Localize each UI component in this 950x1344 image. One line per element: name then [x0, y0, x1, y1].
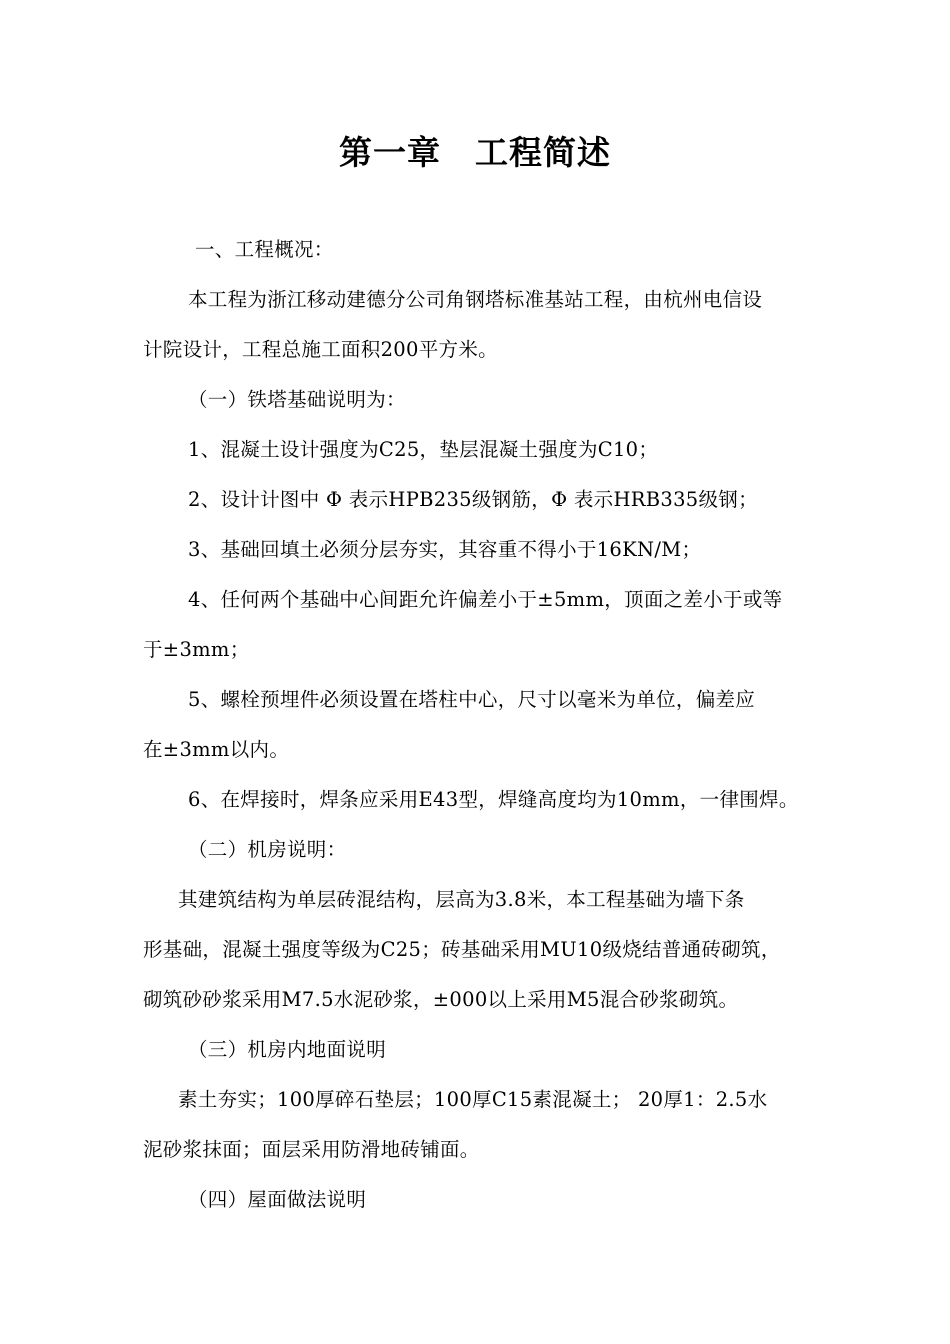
- subsection-heading-roof: （四）屋面做法说明: [188, 1188, 367, 1211]
- list-item: 5、螺栓预埋件必须设置在塔柱中心，尺寸以毫米为单位，偏差应: [188, 688, 756, 711]
- chapter-title: 第一章 工程简述: [339, 133, 611, 172]
- list-item: 1、混凝土设计强度为C25，垫层混凝土强度为C10；: [188, 438, 659, 461]
- paragraph-line: 砌筑砂砂浆采用M7.5水泥砂浆，±000以上采用M5混合砂浆砌筑。: [143, 988, 739, 1011]
- list-item: 6、在焊接时，焊条应采用E43型，焊缝高度均为10mm，一律围焊。: [188, 788, 799, 811]
- list-item: 4、任何两个基础中心间距允许偏差小于±5mm，顶面之差小于或等: [188, 588, 783, 611]
- paragraph-line: 其建筑结构为单层砖混结构，层高为3.8米，本工程基础为墙下条: [178, 888, 745, 911]
- subsection-heading-machine-room: （二）机房说明：: [188, 838, 347, 861]
- list-item: 2、设计计图中 Φ 表示HPB235级钢筋，Φ 表示HRB335级钢；: [188, 488, 758, 511]
- list-item: 3、基础回填土必须分层夯实，其容重不得小于16KN/M；: [188, 538, 702, 561]
- subsection-heading-tower-foundation: （一）铁塔基础说明为：: [188, 388, 406, 411]
- paragraph-line: 形基础，混凝土强度等级为C25；砖基础采用MU10级烧结普通砖砌筑，: [143, 938, 781, 961]
- paragraph-line: 泥砂浆抹面；面层采用防滑地砖铺面。: [143, 1138, 480, 1161]
- section-heading-overview: 一、工程概况：: [195, 238, 334, 261]
- paragraph-line: 计院设计，工程总施工面积200平方米。: [143, 338, 498, 361]
- list-item-continuation: 在±3mm以内。: [143, 738, 290, 761]
- paragraph-line: 本工程为浙江移动建德分公司角钢塔标准基站工程，由杭州电信设: [188, 288, 763, 311]
- subsection-heading-floor: （三）机房内地面说明: [188, 1038, 387, 1061]
- list-item-continuation: 于±3mm；: [143, 638, 250, 661]
- paragraph-line: 素土夯实；100厚碎石垫层；100厚C15素混凝土； 20厚1：2.5水: [178, 1088, 768, 1111]
